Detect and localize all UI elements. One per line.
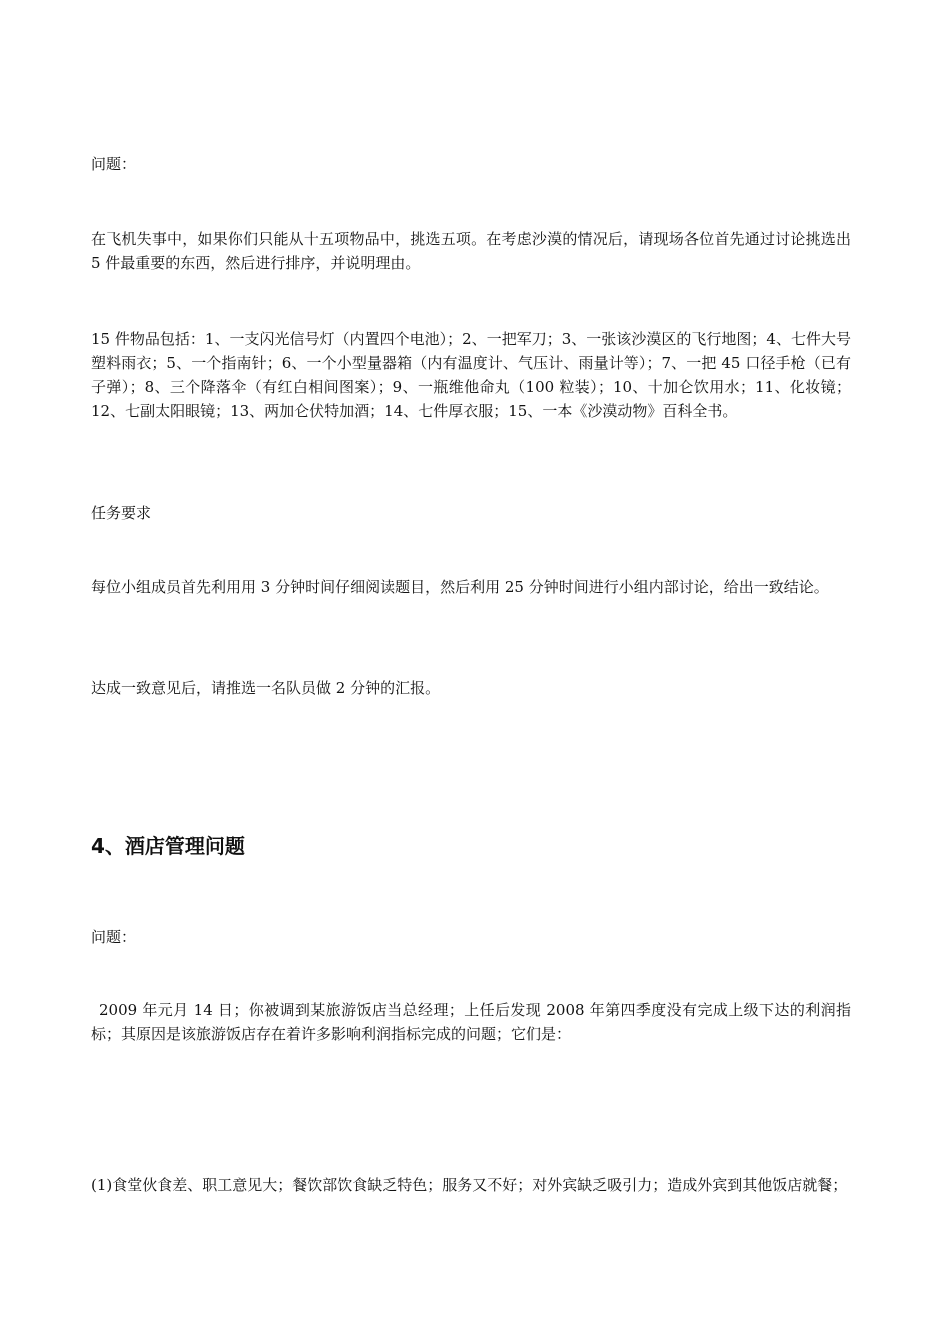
intro-paragraph: 2009 年元月 14 日；你被调到某旅游饭店当总经理；上任后发现 2008 年第四季度没有完成上级下达的利润指标；其原因是该旅游饭店存在着许多影响利润指标完成的问题；它们是： [91,1001,851,1043]
report-paragraph: 达成一致意见后，请推选一名队员做 2 分钟的汇报。 [91,679,441,697]
question-paragraph: 在飞机失事中，如果你们只能从十五项物品中，挑选五项。在考虑沙漠的情况后，请现场各位首先通过讨论挑选出 5 件最重要的东西，然后进行排序，并说明理由。 [91,230,851,272]
question-label-1: 问题： [91,155,137,173]
section-heading: 4、酒店管理问题 [91,834,245,858]
task-requirements-label: 任务要求 [91,504,152,522]
items-paragraph: 15 件物品包括：1、一支闪光信号灯（内置四个电池）；2、一把军刀；3、一张该沙漠区的飞行地图；4、七件大号塑料雨衣；5、一个指南针；6、一个小型量器箱（内有温度计、气压计、雨量计等）；7、一把 45 口径手枪（已有子弹）；8、三个降落伞（有红白相间图案）；9、一瓶维他命丸（100 粒装）；10、十加仑饮用水；11、化妆镜；12、七副太阳眼镜；13、两加仑伏特加酒；14、七件厚衣服；15、一本《沙漠动物》百科全书。 [91,330,851,420]
task-paragraph: 每位小组成员首先利用用 3 分钟时间仔细阅读题目，然后利用 25 分钟时间进行小组内部讨论，给出一致结论。 [91,578,829,596]
problem-1-paragraph: (1)食堂伙食差、职工意见大；餐饮部饮食缺乏特色；服务又不好；对外宾缺乏吸引力；造成外宾到其他饭店就餐； [91,1176,848,1194]
question-label-2: 问题： [91,928,137,946]
